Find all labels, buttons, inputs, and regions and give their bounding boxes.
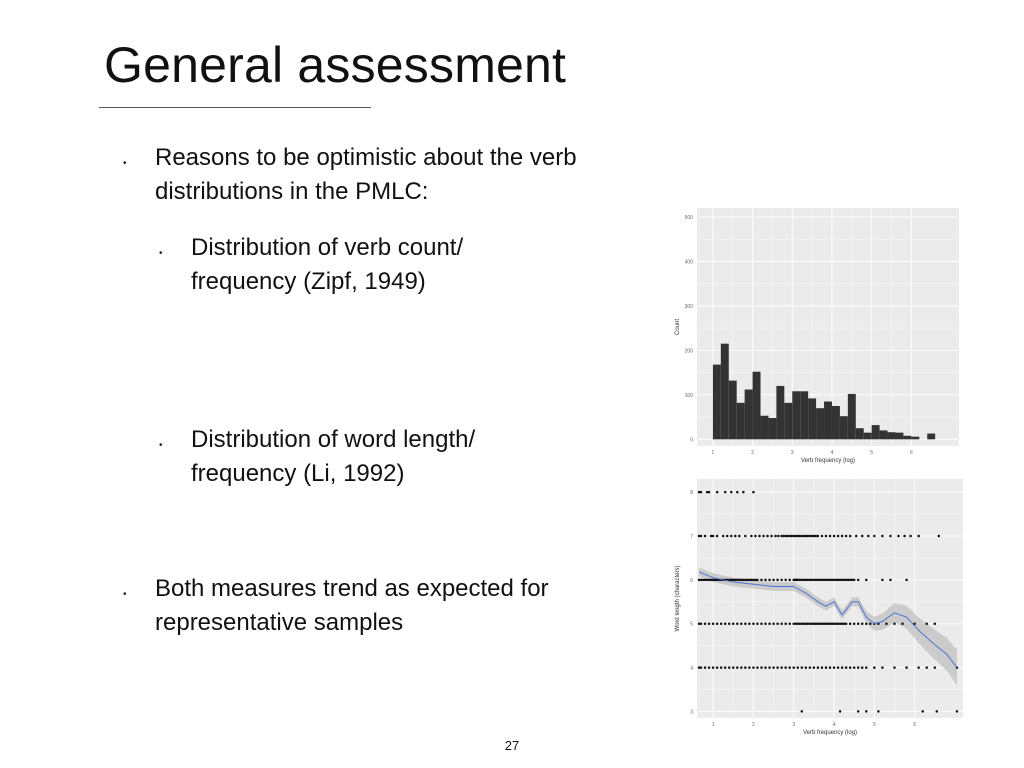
histogram-bar (776, 386, 784, 439)
scatter-point (833, 535, 836, 538)
scatter-point (845, 622, 848, 625)
scatter-point (809, 666, 812, 669)
scatter-point (756, 579, 759, 582)
scatter-point (780, 666, 783, 669)
scatter-point (764, 579, 767, 582)
title-underline (99, 107, 371, 108)
histogram-bar (784, 403, 792, 439)
histogram-bar (792, 391, 800, 439)
scatter-point (881, 535, 884, 538)
scatter-point (742, 491, 745, 494)
bullet-dot: • (123, 158, 127, 169)
scatter-point (889, 579, 892, 582)
x-tick-label: 2 (752, 722, 755, 728)
bullet-dot: • (123, 589, 127, 600)
scatter-point (825, 535, 828, 538)
scatter-point (708, 491, 711, 494)
scatter-point (917, 535, 920, 538)
scatter-point (708, 622, 711, 625)
y-tick-label: 3 (690, 709, 693, 716)
scatter-point (712, 622, 715, 625)
histogram-verb-frequency (670, 205, 962, 467)
scatter-point (760, 579, 763, 582)
x-axis-label: Verb frequency (log) (802, 730, 858, 736)
scatter-point (724, 666, 727, 669)
scatter-point (720, 666, 723, 669)
scatter-point (849, 622, 852, 625)
scatter-point (760, 666, 763, 669)
scatter-point (756, 622, 759, 625)
scatter-point (857, 579, 860, 582)
histogram-bar (729, 381, 737, 440)
scatter-point (770, 535, 773, 538)
scatter-point (903, 535, 906, 538)
scatter-point (736, 666, 739, 669)
scatter-point (934, 666, 937, 669)
bullet-level1-measures (123, 572, 635, 640)
scatter-point (700, 666, 703, 669)
scatter-point (732, 622, 735, 625)
scatter-point (762, 535, 765, 538)
scatter-point (865, 666, 868, 669)
scatter-point (724, 491, 727, 494)
bullet-text: Distribution of verb count/ frequency (Zipf, 1949) (191, 234, 464, 295)
scatter-point (901, 622, 904, 625)
y-tick-label: 500 (684, 214, 693, 221)
scatter-point (861, 622, 864, 625)
scatter-point (752, 666, 755, 669)
scatter-point (857, 710, 860, 713)
scatter-point (772, 579, 775, 582)
scatter-point (829, 666, 832, 669)
scatter-point (716, 535, 719, 538)
y-tick-label: 400 (684, 259, 693, 266)
y-tick-label: 0 (690, 437, 693, 444)
histogram-bar (927, 434, 935, 440)
scatter-point (905, 666, 908, 669)
y-axis-label: Count (675, 318, 681, 336)
histogram-bar (753, 372, 761, 440)
scatter-point (712, 666, 715, 669)
x-tick-label: 6 (909, 450, 913, 456)
scatter-point (897, 535, 900, 538)
scatter-point (774, 535, 777, 538)
scatter-point (736, 622, 739, 625)
scatter-point (740, 622, 743, 625)
scatter-point (873, 666, 876, 669)
scatter-point (845, 535, 848, 538)
bullet-text: Reasons to be optimistic about the verb distributions in the PMLC: (155, 144, 577, 205)
histogram-bar (808, 398, 816, 439)
scatter-point (776, 579, 779, 582)
x-tick-label: 6 (913, 722, 917, 728)
scatter-point (764, 666, 767, 669)
scatter-point (744, 666, 747, 669)
scatter-point (760, 622, 763, 625)
scatter-point (700, 622, 703, 625)
scatter-point (821, 666, 824, 669)
histogram-bar (832, 406, 840, 439)
histogram-bar (888, 432, 896, 439)
scatter-point (788, 666, 791, 669)
scatter-point (934, 622, 937, 625)
scatter-point (833, 666, 836, 669)
scatter-point (780, 622, 783, 625)
histogram-bar (856, 428, 864, 439)
scatter-point (776, 666, 779, 669)
scatter-point (801, 666, 804, 669)
scatter-point (865, 579, 868, 582)
scatter-point (716, 622, 719, 625)
histogram-bar (745, 390, 753, 440)
x-tick-label: 1 (711, 722, 715, 728)
plot-panel (697, 479, 963, 718)
scatter-point (877, 710, 880, 713)
scatter-point (801, 710, 804, 713)
scatter-point (776, 622, 779, 625)
x-tick-label: 4 (832, 722, 836, 728)
scatter-point (758, 535, 761, 538)
y-tick-label: 6 (690, 577, 693, 584)
scatter-point (889, 535, 892, 538)
scatter-point (704, 535, 707, 538)
scatter-point (700, 535, 703, 538)
y-tick-label: 4 (690, 665, 693, 672)
histogram-bar (737, 403, 745, 439)
scatter-point (881, 579, 884, 582)
bullet-level2-verb-count (159, 231, 551, 299)
scatter-point (712, 535, 715, 538)
scatter-point (861, 666, 864, 669)
bullet-level2-word-length (159, 423, 551, 491)
scatter-point (792, 666, 795, 669)
scatter-point (885, 622, 888, 625)
bullet-text: Both measures trend as expected for representative samples (155, 575, 549, 636)
scatter-point (865, 622, 868, 625)
x-tick-label: 5 (872, 722, 876, 728)
scatter-point (857, 622, 860, 625)
scatter-point (867, 535, 870, 538)
scatter-point (700, 491, 703, 494)
y-tick-label: 5 (690, 621, 693, 628)
scatter-point (752, 622, 755, 625)
y-tick-label: 7 (690, 534, 693, 541)
scatter-point (925, 666, 928, 669)
scatter-point (956, 710, 959, 713)
scatter-word-length (670, 476, 966, 741)
histogram-bar (872, 425, 880, 439)
scatter-point (777, 535, 780, 538)
scatter-point (837, 666, 840, 669)
scatter-point (744, 535, 747, 538)
scatter-point (720, 622, 723, 625)
scatter-point (817, 535, 820, 538)
histogram-bar (911, 437, 919, 440)
scatter-point (772, 666, 775, 669)
scatter-point (893, 666, 896, 669)
scatter-point (813, 666, 816, 669)
scatter-point (853, 579, 856, 582)
scatter-point (766, 535, 769, 538)
scatter-point (704, 666, 707, 669)
scatter-point (722, 535, 725, 538)
scatter-point (788, 622, 791, 625)
histogram-bar (816, 408, 824, 439)
scatter-point (716, 666, 719, 669)
scatter-point (780, 579, 783, 582)
scatter-point (861, 535, 864, 538)
bullet-dot: • (159, 248, 163, 259)
x-tick-label: 1 (711, 450, 715, 456)
scatter-point (857, 666, 860, 669)
histogram-bar (895, 433, 903, 440)
scatter-point (817, 666, 820, 669)
scatter-point (909, 535, 912, 538)
histogram-bar (880, 430, 888, 439)
scatter-point (797, 666, 800, 669)
scatter-point (734, 535, 737, 538)
scatter-point (740, 666, 743, 669)
scatter-point (805, 666, 808, 669)
bullet-text: Distribution of word length/ frequency (Li, 1992) (191, 426, 476, 487)
scatter-point (865, 710, 868, 713)
scatter-point (825, 666, 828, 669)
scatter-point (748, 622, 751, 625)
scatter-point (849, 666, 852, 669)
histogram-bar (864, 433, 872, 440)
x-tick-label: 2 (751, 450, 754, 456)
histogram-bar (800, 391, 808, 439)
scatter-point (728, 666, 731, 669)
histogram-bar (761, 416, 769, 440)
y-tick-label: 200 (684, 348, 693, 355)
scatter-point (845, 666, 848, 669)
scatter-point (704, 622, 707, 625)
scatter-point (821, 535, 824, 538)
scatter-point (772, 622, 775, 625)
bullet-level1-optimism (123, 141, 625, 209)
scatter-point (784, 666, 787, 669)
x-tick-label: 3 (790, 450, 794, 456)
x-axis-label: Verb frequency (log) (800, 458, 856, 464)
scatter-point (849, 535, 852, 538)
scatter-point (756, 666, 759, 669)
scatter-point (750, 535, 753, 538)
scatter-point (853, 666, 856, 669)
y-tick-label: 8 (690, 490, 693, 497)
scatter-point (841, 535, 844, 538)
scatter-point (855, 535, 858, 538)
scatter-point (869, 622, 872, 625)
histogram-bar (768, 418, 776, 439)
scatter-point (716, 491, 719, 494)
histogram-bar (848, 394, 856, 439)
scatter-point (853, 622, 856, 625)
scatter-point (708, 666, 711, 669)
scatter-point (921, 710, 924, 713)
scatter-point (748, 666, 751, 669)
scatter-point (841, 666, 844, 669)
histogram-bar (721, 344, 729, 440)
scatter-point (764, 622, 767, 625)
slide-title: General assessment (104, 37, 567, 93)
histogram-bar (824, 402, 832, 440)
scatter-point (938, 535, 941, 538)
scatter-point (905, 579, 908, 582)
scatter-point (837, 535, 840, 538)
page-number: 27 (504, 738, 520, 753)
bullet-dot: • (159, 440, 163, 451)
scatter-point (754, 535, 757, 538)
scatter-point (730, 535, 733, 538)
x-tick-label: 4 (830, 450, 834, 456)
y-tick-label: 100 (684, 392, 693, 399)
scatter-point (784, 579, 787, 582)
scatter-point (744, 622, 747, 625)
scatter-point (839, 710, 842, 713)
scatter-point (732, 666, 735, 669)
scatter-point (936, 710, 939, 713)
scatter-point (724, 622, 727, 625)
scatter-point (893, 622, 896, 625)
scatter-point (784, 622, 787, 625)
scatter-point (752, 491, 755, 494)
histogram-bar (903, 436, 911, 440)
scatter-point (873, 535, 876, 538)
scatter-point (768, 622, 771, 625)
scatter-point (730, 491, 733, 494)
scatter-point (728, 622, 731, 625)
scatter-point (768, 579, 771, 582)
histogram-bar (840, 416, 848, 439)
scatter-point (726, 535, 729, 538)
histogram-bar (713, 365, 721, 440)
scatter-point (736, 491, 739, 494)
scatter-point (917, 666, 920, 669)
scatter-point (738, 535, 741, 538)
y-tick-label: 300 (684, 303, 693, 310)
y-axis-label: Word length (characters) (675, 565, 681, 632)
scatter-point (788, 579, 791, 582)
scatter-point (829, 535, 832, 538)
scatter-point (881, 666, 884, 669)
scatter-point (768, 666, 771, 669)
x-tick-label: 5 (870, 450, 874, 456)
scatter-point (925, 622, 928, 625)
x-tick-label: 3 (792, 722, 796, 728)
